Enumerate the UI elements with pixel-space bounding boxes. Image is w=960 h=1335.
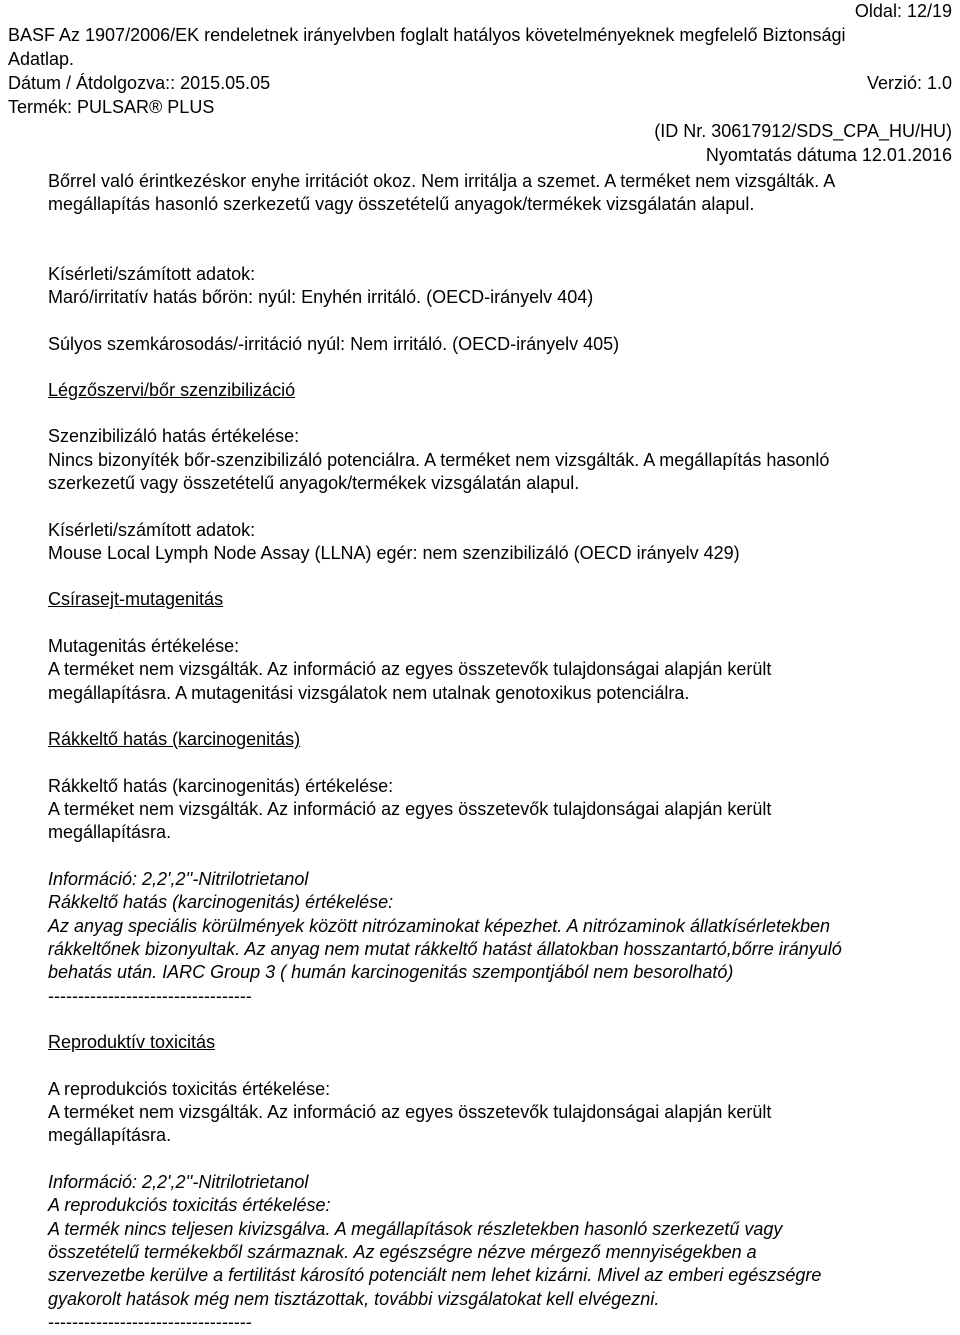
revision-date: Dátum / Átdolgozva:: 2015.05.05: [8, 73, 271, 93]
component-carcinogenicity-line-2: rákkeltőnek bizonyultak. Az anyag nem mutat rákkeltő hatást állatokban hosszantartó,bőrre irányuló: [48, 938, 842, 959]
sensitization-eval-line-1: Nincs bizonyíték bőr-szenzibilizáló potenciálra. A terméket nem vizsgálták. A megállapítás hasonló: [48, 449, 830, 470]
skin-eval-line-2: megállapítás hasonló szerkezetű vagy összetételű anyagok/termékek vizsgálatán alapul.: [48, 194, 755, 215]
reproductive-eval-line-2: megállapításra.: [48, 1125, 172, 1146]
product-name: Termék: PULSAR® PLUS: [8, 97, 215, 117]
sensitization-eval-label: Szenzibilizáló hatás értékelése:: [48, 426, 300, 447]
skin-corrosion-result: Maró/irritatív hatás bőrön: nyúl: Enyhén irritáló. (OECD-irányelv 404): [48, 287, 594, 308]
reproductive-eval-label: A reprodukciós toxicitás értékelése:: [48, 1078, 331, 1099]
component-carcinogenicity-line-3: behatás után. IARC Group 3 ( humán karcinogenitás szempontjából nem besorolható): [48, 962, 734, 983]
carcinogenicity-eval-label: Rákkeltő hatás (karcinogenitás) értékelése:: [48, 775, 394, 796]
reproductive-eval-line-1: A terméket nem vizsgálták. Az információ az egyes összetevők tulajdonságai alapján került: [48, 1101, 772, 1122]
carcinogenicity-eval-line-1: A terméket nem vizsgálták. Az információ az egyes összetevők tulajdonságai alapján került: [48, 798, 772, 819]
mutagenicity-eval-line-2: megállapításra. A mutagenitási vizsgálatok nem utalnak genotoxikus potenciálra.: [48, 682, 690, 703]
component-info: Információ: 2,2',2''-Nitrilotrietanol: [48, 1171, 309, 1192]
component-info: Információ: 2,2',2''-Nitrilotrietanol: [48, 868, 309, 889]
mutagenicity-eval-label: Mutagenitás értékelése:: [48, 635, 240, 656]
llna-result: Mouse Local Lymph Node Assay (LLNA) egér: nem szenzibilizáló (OECD irányelv 429): [48, 543, 740, 564]
eye-damage-result: Súlyos szemkárosodás/-irritáció nyúl: Nem irritáló. (OECD-irányelv 405): [48, 333, 620, 354]
separator-line: ----------------------------------: [48, 985, 252, 1006]
skin-eval-line-1: Bőrrel való érintkezéskor enyhe irritációt okoz. Nem irritálja a szemet. A terméket nem vizsgálták. A: [48, 171, 836, 191]
component-reproductive-line-2: összetételű termékekből származnak. Az egészségre nézve mérgező mennyiségekben a: [48, 1242, 757, 1262]
component-reproductive-line-1: A termék nincs teljesen kivizsgálva. A megállapítások részletekben hasonló szerkezetű vagy: [48, 1218, 783, 1239]
carcinogenicity-heading: Rákkeltő hatás (karcinogenitás): [48, 729, 301, 750]
separator-line: ----------------------------------: [48, 1312, 252, 1333]
document-body: [48, 170, 943, 1335]
reproductive-toxicity-heading: Reproduktív toxicitás: [48, 1032, 216, 1053]
sensitization-eval-line-2: szerkezetű vagy összetételű anyagok/termékek vizsgálatán alapul.: [48, 473, 580, 494]
document-title-line-1: BASF Az 1907/2006/EK rendeletnek irányelvben foglalt hatályos követelményeknek megfelelő Biztonsági: [8, 25, 846, 45]
mutagenicity-heading: Csírasejt-mutagenitás: [48, 589, 224, 610]
mutagenicity-eval-line-1: A terméket nem vizsgálták. Az információ az egyes összetevők tulajdonságai alapján került: [48, 659, 772, 680]
print-date: Nyomtatás dátuma 12.01.2016: [705, 145, 952, 165]
experimental-data-label: Kísérleti/számított adatok:: [48, 519, 256, 540]
experimental-data-label: Kísérleti/számított adatok:: [48, 263, 256, 284]
document-id: (ID Nr. 30617912/SDS_CPA_HU/HU): [654, 121, 952, 141]
carcinogenicity-eval-line-2: megállapításra.: [48, 822, 172, 843]
component-carcinogenicity-line-1: Az anyag speciális körülmények között nitrózaminokat képezhet. A nitrózaminok állatkísérletekben: [48, 915, 831, 936]
component-carcinogenicity-label: Rákkeltő hatás (karcinogenitás) értékelése:: [48, 892, 394, 913]
sensitization-heading: Légzőszervi/bőr szenzibilizáció: [48, 380, 296, 401]
document-title-line-2: Adatlap.: [8, 49, 75, 69]
component-reproductive-label: A reprodukciós toxicitás értékelése:: [48, 1195, 331, 1216]
version: Verzió: 1.0: [866, 73, 952, 93]
component-reproductive-line-4: gyakorolt hatások még nem tisztázottak, további vizsgálatokat kell elvégezni.: [48, 1288, 660, 1309]
page-number: Oldal: 12/19: [854, 1, 952, 21]
component-reproductive-line-3: szervezetbe kerülve a fertilitást károsító potenciált nem lehet kizárni. Mivel az emberi egészségre: [48, 1265, 822, 1286]
